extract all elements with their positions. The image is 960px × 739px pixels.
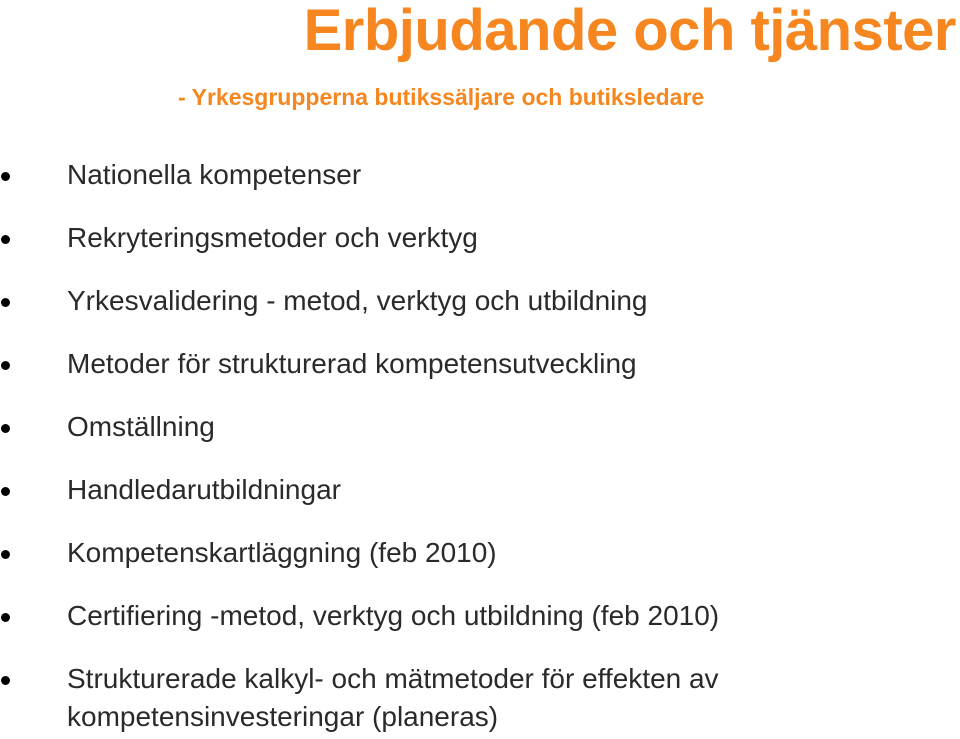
list-item [0, 408, 960, 471]
list-item-text: Metoder för strukturerad kompetensutveckling [67, 348, 637, 379]
bullet-icon [1, 550, 10, 559]
list-item [0, 597, 960, 660]
list-item-text: Kompetenskartläggning (feb 2010) [67, 537, 497, 568]
bullet-icon [1, 298, 10, 307]
list-item [0, 156, 960, 219]
bullet-list [0, 156, 960, 732]
list-item [0, 219, 960, 282]
list-item-text: Omställning [67, 411, 215, 442]
list-item [0, 660, 960, 732]
bullet-icon [1, 487, 10, 496]
list-item [0, 534, 960, 597]
list-item-text: Certifiering -metod, verktyg och utbildning (feb 2010) [67, 600, 720, 631]
list-item-text: Yrkesvalidering - metod, verktyg och utbildning [67, 285, 648, 316]
list-item [0, 471, 960, 534]
bullet-icon [1, 424, 10, 433]
bullet-icon [1, 235, 10, 244]
bullet-icon [1, 613, 10, 622]
list-item-text: Strukturerade kalkyl- och mätmetoder för effekten av kompetensinvesteringar (planeras) [67, 663, 719, 732]
list-item-text: Nationella kompetenser [67, 159, 362, 190]
list-item [0, 345, 960, 408]
list-item [0, 282, 960, 345]
bullet-icon [1, 361, 10, 370]
page-subtitle: - Yrkesgrupperna butikssäljare och butiksledare [178, 84, 705, 110]
list-item-text: Rekryteringsmetoder och verktyg [67, 222, 478, 253]
list-item-text: Handledarutbildningar [67, 474, 341, 505]
page-title: Erbjudande och tjänster [303, 0, 956, 63]
bullet-icon [1, 676, 10, 685]
bullet-icon [1, 172, 10, 181]
